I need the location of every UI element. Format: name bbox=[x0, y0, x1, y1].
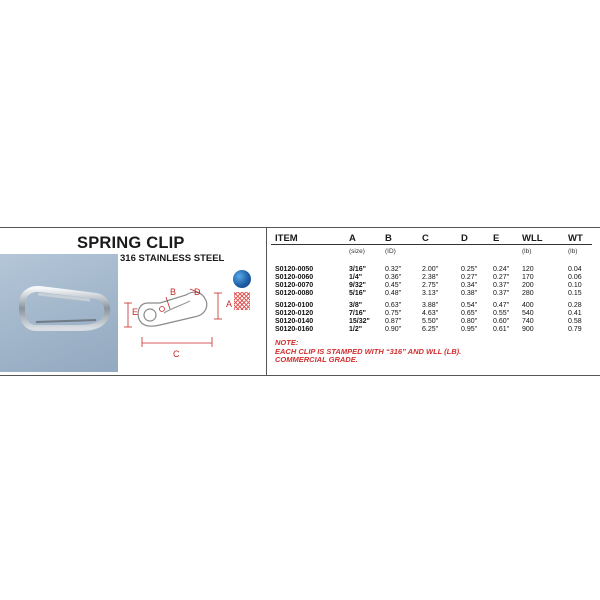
table-cell-e: 0.27" bbox=[493, 274, 510, 281]
table-cell-wt: 0.10 bbox=[568, 282, 582, 289]
table-cell-item: S0120-0050 bbox=[275, 266, 314, 273]
table-cell-item: S0120-0160 bbox=[275, 326, 314, 333]
table-cell-a: 15/32" bbox=[349, 318, 370, 325]
column-header-e: E bbox=[493, 233, 500, 244]
column-header-a: A bbox=[349, 233, 356, 244]
table-cell-item: S0120-0060 bbox=[275, 274, 314, 281]
diagram-label-b: B bbox=[170, 287, 177, 297]
table-cell-b: 0.32" bbox=[385, 266, 402, 273]
table-cell-a: 1/2" bbox=[349, 326, 363, 333]
product-title: SPRING CLIP bbox=[77, 234, 185, 252]
table-cell-a: 5/16" bbox=[349, 290, 366, 297]
table-cell-b: 0.90" bbox=[385, 326, 402, 333]
column-header-item: ITEM bbox=[275, 233, 298, 244]
column-header-b: B bbox=[385, 233, 392, 244]
table-row bbox=[267, 302, 600, 310]
table-cell-a: 3/16" bbox=[349, 266, 366, 273]
table-cell-item: S0120-0070 bbox=[275, 282, 314, 289]
table-cell-c: 4.63" bbox=[422, 310, 439, 317]
table-cell-b: 0.48" bbox=[385, 290, 402, 297]
table-cell-wt: 0.28 bbox=[568, 302, 582, 309]
table-cell-b: 0.36" bbox=[385, 274, 402, 281]
table-cell-wll: 200 bbox=[522, 282, 534, 289]
table-cell-a: 7/16" bbox=[349, 310, 366, 317]
table-cell-wll: 740 bbox=[522, 318, 534, 325]
column-header-wll: WLL bbox=[522, 233, 543, 244]
spring-clip-photo-icon bbox=[0, 254, 118, 372]
table-cell-item: S0120-0100 bbox=[275, 302, 314, 309]
table-cell-b: 0.63" bbox=[385, 302, 402, 309]
table-cell-d: 0.34" bbox=[461, 282, 478, 289]
table-cell-c: 3.13" bbox=[422, 290, 439, 297]
table-cell-d: 0.54" bbox=[461, 302, 478, 309]
product-subtitle: 316 STAINLESS STEEL bbox=[120, 253, 225, 264]
column-header-wt: WT bbox=[568, 233, 583, 244]
note-text: EACH CLIP IS STAMPED WITH “316” AND WLL (LB). bbox=[275, 346, 462, 356]
table-cell-item: S0120-0120 bbox=[275, 310, 314, 317]
table-cell-wll: 170 bbox=[522, 274, 534, 281]
table-cell-c: 2.75" bbox=[422, 282, 439, 289]
table-cell-d: 0.65" bbox=[461, 310, 478, 317]
column-unit: (lb) bbox=[568, 248, 578, 255]
table-cell-d: 0.38" bbox=[461, 290, 478, 297]
table-row bbox=[267, 318, 600, 326]
diagram-label-a: A bbox=[226, 299, 233, 309]
table-cell-c: 3.88" bbox=[422, 302, 439, 309]
table-cell-d: 0.25" bbox=[461, 266, 478, 273]
note-block bbox=[275, 339, 461, 365]
table-cell-d: 0.95" bbox=[461, 326, 478, 333]
table-cell-e: 0.24" bbox=[493, 266, 510, 273]
table-row bbox=[267, 266, 600, 274]
table-cell-wll: 400 bbox=[522, 302, 534, 309]
table-cell-e: 0.47" bbox=[493, 302, 510, 309]
column-unit: (ID) bbox=[385, 248, 396, 255]
header-rule bbox=[271, 244, 592, 245]
table-cell-wll: 280 bbox=[522, 290, 534, 297]
table-row bbox=[267, 326, 600, 334]
column-unit: (size) bbox=[349, 248, 365, 255]
product-panel bbox=[0, 227, 600, 376]
table-cell-b: 0.75" bbox=[385, 310, 402, 317]
table-cell-wt: 0.41 bbox=[568, 310, 582, 317]
diagram-label-d: D bbox=[194, 287, 201, 297]
table-cell-wt: 0.79 bbox=[568, 326, 582, 333]
table-row bbox=[267, 290, 600, 298]
table-cell-d: 0.80" bbox=[461, 318, 478, 325]
table-cell-wll: 120 bbox=[522, 266, 534, 273]
table-cell-e: 0.55" bbox=[493, 310, 510, 317]
table-cell-item: S0120-0140 bbox=[275, 318, 314, 325]
table-cell-a: 1/4" bbox=[349, 274, 363, 281]
table-cell-wll: 900 bbox=[522, 326, 534, 333]
table-cell-e: 0.37" bbox=[493, 290, 510, 297]
table-cell-e: 0.61" bbox=[493, 326, 510, 333]
note-grade: COMMERCIAL GRADE. bbox=[275, 355, 358, 364]
table-cell-d: 0.27" bbox=[461, 274, 478, 281]
column-unit: (lb) bbox=[522, 248, 532, 255]
column-header-c: C bbox=[422, 233, 429, 244]
spec-table bbox=[267, 228, 600, 375]
table-row bbox=[267, 274, 600, 282]
table-cell-wt: 0.06 bbox=[568, 274, 582, 281]
table-cell-wt: 0.58 bbox=[568, 318, 582, 325]
table-cell-b: 0.45" bbox=[385, 282, 402, 289]
table-cell-a: 3/8" bbox=[349, 302, 363, 309]
table-cell-c: 2.00" bbox=[422, 266, 439, 273]
table-cell-c: 2.38" bbox=[422, 274, 439, 281]
table-cell-a: 9/32" bbox=[349, 282, 366, 289]
table-cell-wt: 0.04 bbox=[568, 266, 582, 273]
dimension-diagram bbox=[120, 283, 236, 373]
table-cell-c: 5.50" bbox=[422, 318, 439, 325]
table-cell-b: 0.87" bbox=[385, 318, 402, 325]
column-header-d: D bbox=[461, 233, 468, 244]
table-cell-wll: 540 bbox=[522, 310, 534, 317]
note-label: NOTE: bbox=[275, 338, 299, 347]
table-row bbox=[267, 310, 600, 318]
product-photo bbox=[0, 254, 118, 372]
table-cell-e: 0.37" bbox=[493, 282, 510, 289]
table-cell-c: 6.25" bbox=[422, 326, 439, 333]
table-cell-e: 0.60" bbox=[493, 318, 510, 325]
table-row bbox=[267, 282, 600, 290]
material-mesh-icon bbox=[234, 292, 250, 310]
diagram-label-e: E bbox=[132, 307, 139, 317]
table-cell-item: S0120-0080 bbox=[275, 290, 314, 297]
product-info bbox=[0, 228, 266, 375]
table-cell-wt: 0.15 bbox=[568, 290, 582, 297]
diagram-label-c: C bbox=[173, 349, 180, 359]
